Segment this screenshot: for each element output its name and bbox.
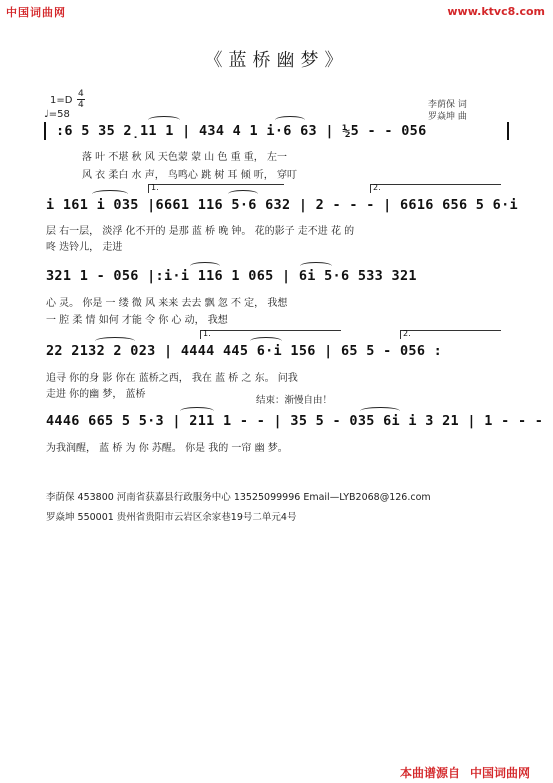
source-label: 本曲谱源自 xyxy=(400,766,461,780)
ending-bracket-1: 1. xyxy=(148,184,284,193)
lyrics-row-2-verse-1: 层 右一层， 淡浮 化不开的 是那 蓝 桥 晚 钟。 花的影子 走不进 花 的 xyxy=(46,226,355,237)
start-barline xyxy=(44,122,46,140)
notation-row-1: :6 5 35 2̣11 1 | 434 4 1 i·6 63 | ½5 - - 056 xyxy=(56,123,427,139)
lyrics-row-1-verse-1: 落 叶 不堪 秋 风 天色蒙 蒙 山 色 重 重， 左一 xyxy=(82,152,287,163)
lyrics-row-3-verse-1: 心 灵。 你是 一 缕 微 风 来来 去去 飘 忽 不 定， 我想 xyxy=(46,298,288,309)
slur xyxy=(95,337,135,345)
slur xyxy=(275,116,305,124)
lyrics-row-4-verse-1: 追寻 你的身 影 你在 蓝桥之西， 我在 蓝 桥 之 东。 问我 xyxy=(46,373,298,384)
slur xyxy=(250,337,282,345)
barline xyxy=(507,122,509,140)
slur xyxy=(228,190,258,198)
slur xyxy=(300,262,332,270)
lyrics-row-5: 为我润醒， 蓝 桥 为 你 苏醒。 你是 我的 一帘 幽 梦。 xyxy=(46,443,288,454)
notation-row-3: 321 1 - 056 |:i·i 116 1 065 | 6i 5·6 533 321 xyxy=(46,268,417,284)
ending-bracket-2: 2. xyxy=(370,184,501,193)
time-signature-bottom: 4 xyxy=(78,100,84,110)
slur xyxy=(148,116,180,124)
lyrics-row-4-verse-2: 走进 你的幽 梦， 蓝桥 xyxy=(46,389,146,400)
slur xyxy=(92,190,128,198)
composer-contact: 罗焱坤 550001 贵州省贵阳市云岩区余家巷19号二单元4号 xyxy=(46,512,297,523)
site-logo-left: 中国词曲网 xyxy=(6,6,66,19)
slur xyxy=(180,407,214,415)
ending-bracket-1b: 1. xyxy=(200,330,341,339)
lyricist-contact: 李荫保 453800 河南省获嘉县行政服务中心 13525099996 Email—LYB2068@126.com xyxy=(46,492,431,503)
lyrics-row-1-verse-2: 风 衣 柔白 水 声， 鸟鸣心 跳 树 耳 倾 听， 穿叮 xyxy=(82,170,297,181)
time-signature-top: 4 xyxy=(78,89,84,99)
ending-bracket-2b: 2. xyxy=(400,330,501,339)
notation-row-4: 22 2132 2 023 | 4444 445 6·i 156 | 65 5 - 056 : xyxy=(46,343,443,359)
site-logo-right: www.ktvc8.com xyxy=(447,5,545,18)
composer-credit: 罗焱坤 曲 xyxy=(428,112,467,122)
slur xyxy=(190,262,220,270)
tempo-marking: ♩=58 xyxy=(44,109,70,120)
song-title: 《蓝桥幽梦》 xyxy=(204,50,349,71)
lyrics-row-3-verse-2: 一 腔 柔 情 如何 才能 令 你 心 动， 我想 xyxy=(46,315,228,326)
notation-row-2: i 161 i 035 |6661 116 5·6 632 | 2 - - - | 6616 656 5 6·i xyxy=(46,197,518,213)
ending-remark: 结束：渐慢自由！ xyxy=(256,392,332,406)
notation-row-5: 4446 665 5 5·3 | 211 1 - - | 35 5 - 035 6i i 3 21 | 1 - - - xyxy=(46,413,544,429)
source-site: 中国词曲网 xyxy=(470,766,531,780)
slur xyxy=(360,407,400,415)
lyricist-credit: 李荫保 词 xyxy=(428,100,467,110)
key-signature: 1=D xyxy=(50,95,73,106)
lyrics-row-2-verse-2: 咚 迭铃儿， 走进 xyxy=(46,242,123,253)
